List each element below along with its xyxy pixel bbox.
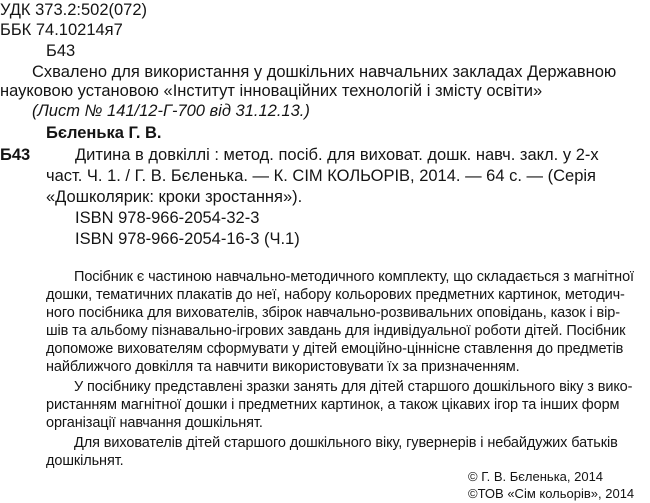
copyright-author: © Г. В. Бєленька, 2014: [468, 469, 604, 484]
isbn: ISBN 978-966-2054-16-3 (Ч.1): [75, 230, 300, 248]
annotation-line: Посібник є частиною навчально-методичного комплекту, що складається з магнітної: [74, 269, 634, 285]
bibliography-line: Дитина в довкіллі : метод. посіб. для виховат. дошк. навч. закл. у 2-х: [75, 146, 599, 164]
udk-code: УДК 373.2:502(072): [0, 1, 148, 19]
audience-line: дошкільнят.: [46, 453, 124, 469]
bibliography-line: част. Ч. 1. / Г. В. Бєленька. — К. СІМ КОЛЬОРІВ, 2014. — 64 с. — (Серія: [46, 167, 596, 185]
approval-line: Схвалено для використання у дошкільних навчальних закладах Державною: [32, 63, 617, 81]
author-mark: Б43: [46, 42, 76, 60]
bibliography-line: «Дошколярик: кроки зростання»).: [46, 188, 303, 206]
annotation-line: допоможе вихователям сформувати у дітей емоційно-ціннісне ставлення до предметів: [46, 341, 624, 357]
approval-letter: (Лист № 141/12-Г-700 від 31.12.13.): [32, 102, 310, 120]
annotation-line: організації навчання дошкільнят.: [46, 415, 263, 431]
bibliography-mark: Б43: [0, 146, 31, 164]
annotation-line: ного посібника для вихователів, збірок навчально-розвивальних оповідань, казок і вір-: [46, 305, 620, 321]
annotation-line: ристанням магнітної дошки і предметних картинок, а також цікавих ігор та інших форм: [46, 397, 620, 413]
bbk-code: ББК 74.10214я7: [0, 21, 123, 39]
annotation-line: найближчого довкілля та навчити використовувати їх за призначенням.: [46, 359, 520, 375]
isbn: ISBN 978-966-2054-32-3: [75, 209, 260, 227]
annotation-line: дошки, тематичних плакатів до неї, набору кольорових предметних картинок, методич-: [46, 287, 625, 303]
book-author: Бєленька Г. В.: [46, 124, 162, 142]
annotation-line: У посібнику представлені зразки занять для дітей старшого дошкільного віку з викo-: [74, 379, 633, 395]
annotation-line: шів та альбому пізнавально-ігрових завдань для індивідуальної роботи дітей. Посібник: [46, 323, 626, 339]
approval-line: науковою установою «Інститут інноваційних технологій і змісту освіти»: [0, 82, 543, 100]
audience-line: Для вихователів дітей старшого дошкільного віку, гувернерів і небайдужих батьків: [74, 435, 618, 451]
copyright-publisher: ©ТОВ «Сім кольорів», 2014: [468, 486, 635, 501]
